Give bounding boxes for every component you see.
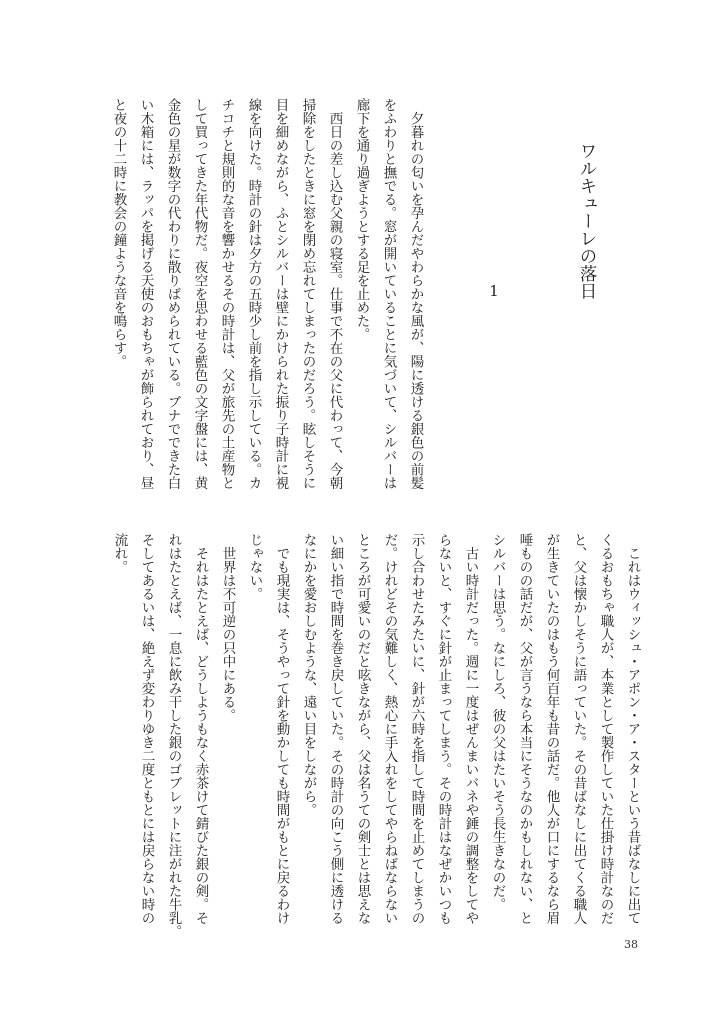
text-line: ところが可愛いのだと呟きながら、父は名うての剣士とは思えな xyxy=(354,533,371,925)
text-line: い細い指で時間を巻き戻していた。その時計の向こう側に透ける xyxy=(327,533,344,925)
text-line: 唾ものの話だが、父が言うなら本当にそうなのかもしれない、と xyxy=(516,533,533,925)
text-line: でも現実は、そうやって針を動かしても時間がもとに戻るわけ xyxy=(273,533,290,925)
text-line: 廊下を通り過ぎようとする足を止めた。 xyxy=(353,98,370,341)
text-line: それはたとえば、どうしようもなく赤茶けて錆びた銀の剣。そ xyxy=(192,533,209,925)
text-line: 目を細めながら、ふとシルバーは壁にかけられた振り子時計に視 xyxy=(272,98,289,490)
lower-text-block xyxy=(106,533,646,938)
text-line: だ。けれどその気難しく、熱心に手入れをしてやらねばならない xyxy=(381,533,398,925)
text-line: して買ってきた年代物だ。夜空を思わせる藍色の文字盤には、黄 xyxy=(191,98,208,490)
text-line: が生きていたのはもう何百年も昔の話だ。他人が口にするなら眉 xyxy=(543,533,560,925)
text-line: 示し合わせたみたいに、針が六時を指して時間を止めてしまうの xyxy=(408,533,425,925)
text-line: これはウィッシュ・アポン・ア・スターという昔ばなしに出て xyxy=(624,533,641,925)
text-line: チコチと規則的な音を響かせるその時計は、父が旅先の土産物と xyxy=(218,98,235,490)
text-line: 夕暮れの匂いを孕んだやわらかな風が、陽に透ける銀色の前髪 xyxy=(407,98,424,490)
text-line: と、父は懐かしそうに語っていた。その昔ばなしに出てくる職人 xyxy=(570,533,587,925)
chapter-number: 1 xyxy=(489,282,499,300)
text-line: れはたとえば、一息に飲み干した銀のゴブレットに注がれた牛乳。 xyxy=(165,533,182,938)
text-line: 線を向けた。時計の針は夕方の五時少し前を指し示している。カ xyxy=(245,98,262,490)
text-line: じゃない。 xyxy=(246,533,263,601)
text-line: 世界は不可逆の只中にある。 xyxy=(219,533,236,722)
text-line: い木箱には、ラッパを掲げる天使のおもちゃが飾られており、昼 xyxy=(137,98,154,490)
text-line: 金色の星が数字の代わりに散りばめられている。ブナでできた白 xyxy=(164,98,181,490)
text-line: と夜の十二時に教会の鐘ような音を鳴らす。 xyxy=(110,98,127,368)
text-line: くるおもちゃ職人が、本業として製作していた仕掛け時計なのだ xyxy=(597,533,614,925)
page-number: 38 xyxy=(624,938,638,951)
text-line: 流れ。 xyxy=(111,533,128,574)
upper-text-block xyxy=(105,98,429,498)
text-line: なにかを愛おしむような、遠い目をしながら。 xyxy=(300,533,317,817)
text-line: 古い時計だった。週に一度はぜんまいバネや錘の調整をしてや xyxy=(462,533,479,925)
text-line: 掃除をしたときに窓を閉め忘れてしまったのだろう。眩しそうに xyxy=(299,98,316,490)
text-line: そしてあるいは、絶えず変わりゆき二度ともとには戻らない時の xyxy=(138,533,155,925)
text-line: をふわりと撫でる。窓が開いていることに気づいて、シルバーは xyxy=(380,98,397,490)
text-line: シルバーは思う。なにしろ、彼の父はたいそう長生きなのだ。 xyxy=(489,533,506,911)
text-line: 西日の差し込む父親の寝室。仕事で不在の父に代わって、今朝 xyxy=(326,98,343,490)
text-line: らないと、すぐに針が止まってしまう。その時計はなぜかいつも xyxy=(435,533,452,925)
chapter-title: ワルキューレの落日 xyxy=(577,142,597,300)
